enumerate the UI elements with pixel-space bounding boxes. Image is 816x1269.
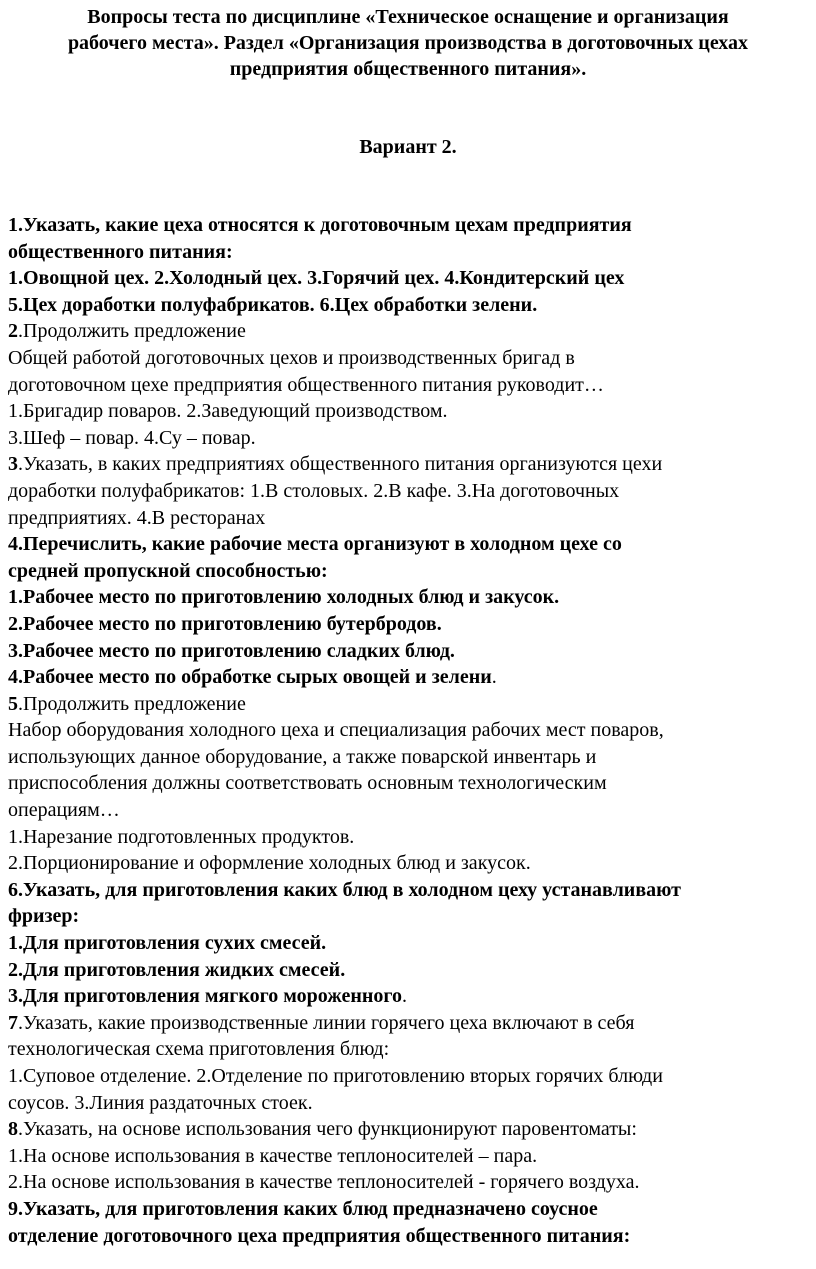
question-5-head — [8, 691, 808, 718]
question-5-head-text: .Продолжить предложение — [18, 692, 246, 715]
question-8-head-text: .Указать, на основе использования чего функционируют паровентоматы: — [18, 1118, 637, 1141]
question-3-head — [8, 451, 808, 478]
question-7-options: 1.Суповое отделение. 2.Отделение по приготовлению вторых горячих блюди — [8, 1065, 663, 1087]
question-2-options: 1.Бригадир поваров. 2.Заведующий производством. — [8, 400, 448, 423]
question-2 — [8, 318, 808, 451]
question-5-text: операциям… — [8, 799, 120, 822]
question-9-text: отделение доготовочного цеха предприятия общественного питания: — [8, 1224, 631, 1247]
question-3-text: доработки полуфабрикатов: 1.В столовых. 2.В кафе. 3.На доготовочных — [8, 479, 620, 502]
question-9-text: 9.Указать, для приготовления каких блюд предназначено соусное — [8, 1197, 598, 1220]
question-4-text: 4.Перечислить, какие рабочие места организуют в холодном цехе со — [8, 533, 622, 556]
question-3-text: предприятиях. 4.В ресторанах — [8, 506, 266, 529]
question-6 — [8, 877, 808, 1010]
question-5 — [8, 691, 808, 877]
question-7-head — [8, 1010, 808, 1037]
document-title — [8, 4, 808, 82]
question-4-option: 1.Рабочее место по приготовлению холодных блюд и закусок. — [8, 586, 560, 609]
question-2-options: 3.Шеф – повар. 4.Су – повар. — [8, 426, 256, 449]
question-7-number: 7 — [8, 1011, 18, 1034]
question-8-number: 8 — [8, 1118, 18, 1141]
title-line: предприятия общественного питания». — [229, 58, 587, 80]
question-1-options: 5.Цех доработки полуфабрикатов. 6.Цех обработки зелени. — [8, 293, 538, 316]
question-4-option — [8, 664, 808, 691]
question-6-option: 2.Для приготовления жидких смесей. — [8, 958, 346, 981]
question-5-text: приспособления должны соответствовать основным технологическим — [8, 772, 607, 795]
question-6-last-option: 3.Для приготовления мягкого мороженного — [8, 985, 402, 1008]
question-7-options: соусов. 3.Линия раздаточных стоек. — [8, 1091, 313, 1114]
question-1-options: 1.Овощной цех. 2.Холодный цех. 3.Горячий цех. 4.Кондитерский цех — [8, 267, 625, 290]
question-9 — [8, 1196, 808, 1249]
question-8-head — [8, 1116, 808, 1143]
question-8-option: 2.На основе использования в качестве теплоносителей - горячего воздуха. — [8, 1171, 640, 1194]
question-5-number: 5 — [8, 692, 18, 715]
question-6-text: 6.Указать, для приготовления каких блюд в холодном цеху устанавливают — [8, 878, 681, 901]
question-5-option: 1.Нарезание подготовленных продуктов. — [8, 825, 355, 848]
question-1-text: общественного питания: — [8, 240, 233, 263]
question-2-text: Общей работой доготовочных цехов и производственных бригад в — [8, 346, 575, 369]
question-1 — [8, 212, 808, 318]
question-3-head-text: .Указать, в каких предприятиях общественного питания организуются цехи — [18, 453, 663, 476]
question-5-option: 2.Порционирование и оформление холодных блюд и закусок. — [8, 852, 531, 875]
question-5-text: использующих данное оборудование, а также поварской инвентарь и — [8, 745, 597, 768]
question-2-number: 2 — [8, 320, 18, 343]
title-line: рабочего места». Раздел «Организация производства в доготовочных цехах — [67, 32, 749, 54]
question-8-option: 1.На основе использования в качестве теплоносителей – пара. — [8, 1144, 538, 1167]
question-6-option — [8, 983, 808, 1010]
variant-heading: Вариант 2. — [359, 136, 457, 158]
question-4-last-option: 4.Рабочее место по обработке сырых овощей и зелени — [8, 666, 492, 689]
question-4-text: средней пропускной способностью: — [8, 559, 328, 582]
question-6-text: фризер: — [8, 905, 80, 928]
question-8 — [8, 1116, 808, 1196]
question-4-last-tail: . — [491, 666, 497, 689]
question-2-text: доготовочном цехе предприятия общественного питания руководит… — [8, 373, 604, 396]
question-7-text: технологическая схема приготовления блюд: — [8, 1038, 390, 1061]
question-4 — [8, 531, 808, 691]
question-3-number: 3 — [8, 453, 18, 476]
questions-body — [8, 212, 808, 1249]
question-2-head-text: .Продолжить предложение — [18, 320, 246, 343]
question-6-option: 1.Для приготовления сухих смесей. — [8, 932, 327, 955]
question-5-text: Набор оборудования холодного цеха и специализация рабочих мест поваров, — [8, 719, 664, 742]
question-6-last-tail: . — [401, 985, 407, 1008]
question-4-option: 3.Рабочее место по приготовлению сладких блюд. — [8, 639, 455, 662]
question-3 — [8, 451, 808, 531]
question-7 — [8, 1010, 808, 1116]
question-7-head-text: .Указать, какие производственные линии горячего цеха включают в себя — [18, 1011, 635, 1034]
question-1-text: 1.Указать, какие цеха относятся к доготовочным цехам предприятия — [8, 214, 632, 236]
question-2-head — [8, 318, 808, 345]
question-4-option: 2.Рабочее место по приготовлению бутербродов. — [8, 612, 442, 635]
title-line: Вопросы теста по дисциплине «Техническое оснащение и организация — [87, 6, 729, 28]
